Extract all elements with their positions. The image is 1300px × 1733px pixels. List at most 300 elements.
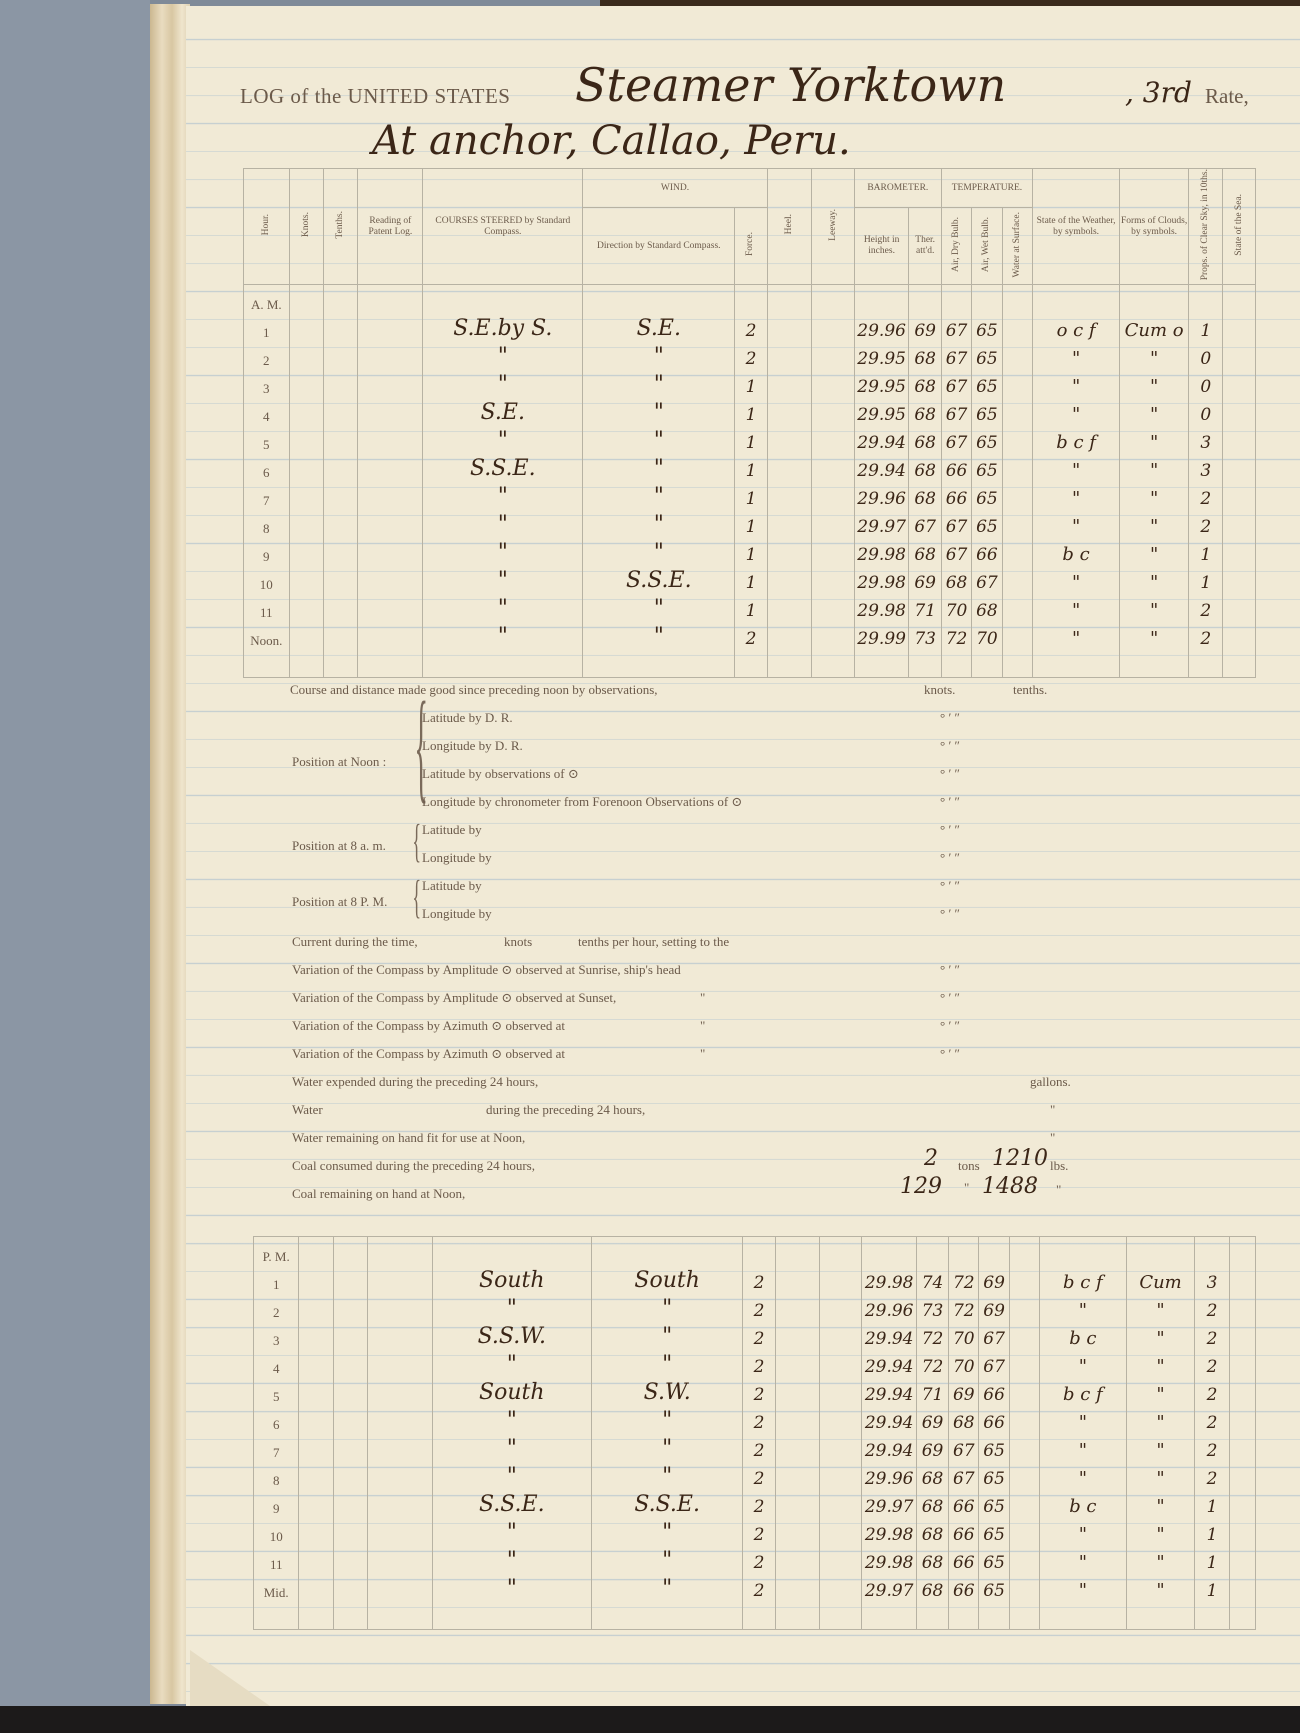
am-course-cell: S.S.E. <box>423 453 583 481</box>
am-clouds-cell: Cum o <box>1120 313 1189 341</box>
pm-force-cell: 2 <box>743 1349 775 1377</box>
pm-dry-bulb-cell: 66 <box>949 1517 979 1545</box>
pm-ther-attd-cell: 73 <box>916 1293 948 1321</box>
pm-wet-bulb-cell: 65 <box>979 1461 1009 1489</box>
pm-barometer-cell: 29.94 <box>862 1377 916 1405</box>
am-clouds-cell: " <box>1120 397 1189 425</box>
pm-ther-attd-cell: 74 <box>916 1265 948 1293</box>
deg-marks-lat-8pm: ° ′ ″ <box>940 878 960 893</box>
am-dry-bulb-cell: 72 <box>941 621 971 649</box>
am-force-cell: 1 <box>735 453 767 481</box>
am-row <box>244 621 1256 649</box>
pm-wet-bulb-cell: 66 <box>979 1377 1009 1405</box>
ditto-sunset: " <box>700 990 706 1005</box>
am-weather-cell: " <box>1033 621 1120 649</box>
pm-hour-cell: Mid. <box>254 1573 299 1601</box>
am-barometer-cell: 29.95 <box>854 397 909 425</box>
am-weather-cell: " <box>1033 453 1120 481</box>
lat-8am-label: Latitude by <box>422 822 482 837</box>
am-force-cell: 1 <box>735 369 767 397</box>
pm-course-cell: South <box>432 1265 591 1293</box>
pm-barometer-cell: 29.98 <box>862 1545 916 1573</box>
am-weather-cell: " <box>1033 509 1120 537</box>
pm-hour-cell: 5 <box>254 1377 299 1405</box>
deg-marks-lon-dr: ° ′ ″ <box>940 738 960 753</box>
position-8am-label: Position at 8 a. m. <box>292 838 386 853</box>
am-ther-attd-cell: 68 <box>909 537 941 565</box>
am-wet-bulb-cell: 65 <box>972 397 1002 425</box>
pm-clouds-cell: " <box>1126 1293 1195 1321</box>
pm-wind-direction-cell: " <box>592 1293 743 1321</box>
am-dry-bulb-cell: 66 <box>941 481 971 509</box>
am-barometer-cell: 29.95 <box>854 369 909 397</box>
lat-obs-label: Latitude by observations of ⊙ <box>422 766 579 781</box>
background-bottom <box>0 1706 1300 1733</box>
am-clouds-cell: " <box>1120 593 1189 621</box>
pm-barometer-cell: 29.96 <box>862 1461 916 1489</box>
am-hour-cell: 7 <box>244 481 290 509</box>
am-wind-direction-cell: " <box>583 369 735 397</box>
am-ther-attd-cell: 68 <box>909 397 941 425</box>
pm-wet-bulb-cell: 67 <box>979 1349 1009 1377</box>
log-title: LOG of the UNITED STATES <box>240 84 511 108</box>
header-heel: Heel. <box>767 169 812 285</box>
pm-clear-sky-cell: 2 <box>1195 1433 1229 1461</box>
pm-weather-cell: " <box>1039 1545 1126 1573</box>
header-height: Height in inches. <box>854 208 909 285</box>
pm-row <box>254 1461 1256 1489</box>
ditto-az2: " <box>700 1046 706 1061</box>
am-wind-direction-cell: " <box>583 509 735 537</box>
am-row <box>244 565 1256 593</box>
am-clear-sky-cell: 2 <box>1189 509 1223 537</box>
am-barometer-cell: 29.99 <box>854 621 909 649</box>
pm-hour-cell: 8 <box>254 1461 299 1489</box>
ditto-water: " <box>1050 1102 1056 1117</box>
am-row <box>244 453 1256 481</box>
deg-marks-var-sunset: ° ′ ″ <box>940 990 960 1005</box>
pm-hour-cell: 3 <box>254 1321 299 1349</box>
am-dry-bulb-cell: 67 <box>941 369 971 397</box>
am-weather-cell: o c f <box>1033 313 1120 341</box>
log-header <box>240 58 1260 120</box>
header-courses: COURSES STEERED by Standard Compass. <box>423 169 583 285</box>
lon-chrono-label: Longitude by chronometer from Forenoon Observations of ⊙ <box>422 794 743 809</box>
am-barometer-cell: 29.96 <box>854 481 909 509</box>
am-weather-cell: " <box>1033 341 1120 369</box>
am-course-cell: S.E.by S. <box>423 313 583 341</box>
pm-row <box>254 1573 1256 1601</box>
pm-dry-bulb-cell: 66 <box>949 1545 979 1573</box>
am-row <box>244 369 1256 397</box>
am-wind-direction-cell: " <box>583 453 735 481</box>
am-wind-direction-cell: S.S.E. <box>583 565 735 593</box>
am-clear-sky-cell: 2 <box>1189 621 1223 649</box>
pm-course-cell: " <box>432 1349 591 1377</box>
pm-row <box>254 1433 1256 1461</box>
coal-consumed-lbs: 1210 <box>992 1146 1048 1171</box>
am-clouds-cell: " <box>1120 425 1189 453</box>
am-wind-direction-cell: " <box>583 593 735 621</box>
pm-dry-bulb-cell: 67 <box>949 1461 979 1489</box>
am-wind-direction-cell: S.E. <box>583 313 735 341</box>
pm-barometer-cell: 29.96 <box>862 1293 916 1321</box>
am-clouds-cell: " <box>1120 565 1189 593</box>
pm-force-cell: 2 <box>743 1433 775 1461</box>
am-clear-sky-cell: 0 <box>1189 397 1223 425</box>
header-water-surface: Water at Surface. <box>1002 208 1032 285</box>
pm-barometer-cell: 29.97 <box>862 1489 916 1517</box>
pm-clear-sky-cell: 1 <box>1195 1573 1229 1601</box>
am-clouds-cell: " <box>1120 453 1189 481</box>
deg-marks-var-az2: ° ′ ″ <box>940 1046 960 1061</box>
am-clouds-cell: " <box>1120 621 1189 649</box>
am-clouds-cell: " <box>1120 369 1189 397</box>
pm-hour-cell: 2 <box>254 1293 299 1321</box>
am-wet-bulb-cell: 65 <box>972 509 1002 537</box>
pm-clear-sky-cell: 1 <box>1195 1545 1229 1573</box>
pm-clouds-cell: " <box>1126 1433 1195 1461</box>
am-wind-direction-cell: " <box>583 425 735 453</box>
header-sea: State of the Sea. <box>1223 169 1256 285</box>
am-ther-attd-cell: 69 <box>909 565 941 593</box>
am-weather-cell: " <box>1033 397 1120 425</box>
pm-ther-attd-cell: 72 <box>916 1321 948 1349</box>
pm-row <box>254 1377 1256 1405</box>
am-course-cell: " <box>423 621 583 649</box>
vessel-name: Steamer Yorktown <box>575 58 1007 112</box>
header-knots: Knots. <box>289 169 323 285</box>
am-ther-attd-cell: 68 <box>909 481 941 509</box>
am-weather-cell: b c f <box>1033 425 1120 453</box>
pm-period-label: P. M. <box>254 1237 299 1266</box>
am-course-cell: " <box>423 593 583 621</box>
page-corner <box>190 1650 270 1706</box>
lat-dr-label: Latitude by D. R. <box>422 710 513 725</box>
pm-log-table <box>253 1236 1256 1630</box>
am-hour-cell: 2 <box>244 341 290 369</box>
pm-clouds-cell: " <box>1126 1461 1195 1489</box>
lon-8pm-label: Longitude by <box>422 906 492 921</box>
pm-dry-bulb-cell: 69 <box>949 1377 979 1405</box>
pm-dry-bulb-cell: 70 <box>949 1321 979 1349</box>
am-dry-bulb-cell: 67 <box>941 397 971 425</box>
am-clear-sky-cell: 3 <box>1189 453 1223 481</box>
am-force-cell: 2 <box>735 341 767 369</box>
pm-force-cell: 2 <box>743 1517 775 1545</box>
pm-course-cell: " <box>432 1461 591 1489</box>
pm-clear-sky-cell: 2 <box>1195 1377 1229 1405</box>
pm-dry-bulb-cell: 72 <box>949 1293 979 1321</box>
pm-ther-attd-cell: 69 <box>916 1405 948 1433</box>
am-dry-bulb-cell: 68 <box>941 565 971 593</box>
pm-wind-direction-cell: South <box>592 1265 743 1293</box>
water-expended-label: Water expended during the preceding 24 hours, <box>292 1074 539 1089</box>
lon-8am-label: Longitude by <box>422 850 492 865</box>
pm-barometer-cell: 29.94 <box>862 1405 916 1433</box>
location: At anchor, Callao, Peru. <box>372 118 851 164</box>
pm-wind-direction-cell: " <box>592 1545 743 1573</box>
pm-weather-cell: " <box>1039 1293 1126 1321</box>
am-clouds-cell: " <box>1120 537 1189 565</box>
am-hour-cell: Noon. <box>244 621 290 649</box>
am-barometer-cell: 29.94 <box>854 453 909 481</box>
am-wind-direction-cell: " <box>583 341 735 369</box>
am-clear-sky-cell: 2 <box>1189 481 1223 509</box>
pm-wind-direction-cell: " <box>592 1433 743 1461</box>
header-wind: WIND. <box>583 169 767 208</box>
pm-course-cell: " <box>432 1405 591 1433</box>
pm-dry-bulb-cell: 66 <box>949 1489 979 1517</box>
am-barometer-cell: 29.98 <box>854 593 909 621</box>
am-wet-bulb-cell: 65 <box>972 313 1002 341</box>
coal-consumed-label: Coal consumed during the preceding 24 hours, <box>292 1158 535 1173</box>
header-wind-direction: Direction by Standard Compass. <box>583 208 735 285</box>
lat-8pm-label: Latitude by <box>422 878 482 893</box>
pm-course-cell: " <box>432 1545 591 1573</box>
am-period-label: A. M. <box>244 285 290 314</box>
water-label: Water <box>292 1102 323 1117</box>
pm-wind-direction-cell: " <box>592 1517 743 1545</box>
pm-row <box>254 1545 1256 1573</box>
pm-wet-bulb-cell: 66 <box>979 1405 1009 1433</box>
header-tenths: Tenths. <box>324 169 358 285</box>
am-wind-direction-cell: " <box>583 481 735 509</box>
am-clear-sky-cell: 3 <box>1189 425 1223 453</box>
pm-wet-bulb-cell: 67 <box>979 1321 1009 1349</box>
pm-wind-direction-cell: " <box>592 1405 743 1433</box>
pm-ther-attd-cell: 68 <box>916 1573 948 1601</box>
pm-barometer-cell: 29.98 <box>862 1265 916 1293</box>
am-wet-bulb-cell: 65 <box>972 341 1002 369</box>
am-row <box>244 425 1256 453</box>
am-log-table <box>243 168 1256 678</box>
pm-ther-attd-cell: 68 <box>916 1545 948 1573</box>
deg-marks-lat-dr: ° ′ ″ <box>940 710 960 725</box>
pm-wet-bulb-cell: 65 <box>979 1489 1009 1517</box>
tenths-label: tenths. <box>1013 682 1048 697</box>
pm-ther-attd-cell: 68 <box>916 1461 948 1489</box>
pm-weather-cell: b c <box>1039 1489 1126 1517</box>
tons-label: tons <box>958 1158 980 1173</box>
am-weather-cell: " <box>1033 593 1120 621</box>
am-hour-cell: 6 <box>244 453 290 481</box>
pm-row <box>254 1265 1256 1293</box>
am-clear-sky-cell: 1 <box>1189 537 1223 565</box>
pm-wind-direction-cell: S.W. <box>592 1377 743 1405</box>
am-barometer-cell: 29.97 <box>854 509 909 537</box>
am-course-cell: " <box>423 425 583 453</box>
am-clear-sky-cell: 0 <box>1189 341 1223 369</box>
coal-remaining-label: Coal remaining on hand at Noon, <box>292 1186 466 1201</box>
pm-hour-cell: 1 <box>254 1265 299 1293</box>
header-patent-log: Reading of Patent Log. <box>358 169 423 285</box>
pm-clouds-cell: " <box>1126 1349 1195 1377</box>
am-wet-bulb-cell: 66 <box>972 537 1002 565</box>
page-edges <box>150 4 190 1704</box>
am-force-cell: 2 <box>735 313 767 341</box>
pm-row <box>254 1293 1256 1321</box>
pm-course-cell: S.S.W. <box>432 1321 591 1349</box>
pm-hour-cell: 9 <box>254 1489 299 1517</box>
pm-hour-cell: 11 <box>254 1545 299 1573</box>
water-remaining-label: Water remaining on hand fit for use at Noon, <box>292 1130 526 1145</box>
am-wet-bulb-cell: 67 <box>972 565 1002 593</box>
am-ther-attd-cell: 68 <box>909 425 941 453</box>
pm-clouds-cell: " <box>1126 1321 1195 1349</box>
pm-clouds-cell: " <box>1126 1545 1195 1573</box>
am-row <box>244 397 1256 425</box>
am-force-cell: 1 <box>735 509 767 537</box>
am-dry-bulb-cell: 67 <box>941 509 971 537</box>
pm-clouds-cell: Cum <box>1126 1265 1195 1293</box>
pm-hour-cell: 7 <box>254 1433 299 1461</box>
pm-clear-sky-cell: 2 <box>1195 1405 1229 1433</box>
brace-noon: { <box>414 678 428 815</box>
current-knots-label: knots <box>504 934 533 949</box>
am-row <box>244 341 1256 369</box>
pm-wind-direction-cell: " <box>592 1349 743 1377</box>
am-dry-bulb-cell: 66 <box>941 453 971 481</box>
am-force-cell: 2 <box>735 621 767 649</box>
pm-barometer-cell: 29.94 <box>862 1349 916 1377</box>
header-clear-sky: Props. of Clear Sky, in 10ths. <box>1189 169 1223 285</box>
am-wind-direction-cell: " <box>583 621 735 649</box>
pm-weather-cell: b c f <box>1039 1265 1126 1293</box>
pm-force-cell: 2 <box>743 1573 775 1601</box>
header-ther: Ther. att'd. <box>909 208 941 285</box>
header-wet-bulb: Air, Wet Bulb. <box>972 208 1002 285</box>
course-distance-label: Course and distance made good since preceding noon by observations, <box>290 682 658 697</box>
pm-clear-sky-cell: 2 <box>1195 1349 1229 1377</box>
am-ther-attd-cell: 67 <box>909 509 941 537</box>
pm-wind-direction-cell: S.S.E. <box>592 1489 743 1517</box>
coal-remaining-lbs: 1488 <box>982 1174 1038 1199</box>
am-ther-attd-cell: 68 <box>909 341 941 369</box>
header-leeway: Leeway. <box>812 169 855 285</box>
header-temperature: TEMPERATURE. <box>941 169 1032 208</box>
am-barometer-cell: 29.94 <box>854 425 909 453</box>
am-course-cell: " <box>423 537 583 565</box>
am-row <box>244 481 1256 509</box>
pm-wet-bulb-cell: 65 <box>979 1545 1009 1573</box>
var-sunset-label: Variation of the Compass by Amplitude ⊙ observed at Sunset, <box>292 990 617 1005</box>
am-hour-cell: 4 <box>244 397 290 425</box>
pm-dry-bulb-cell: 67 <box>949 1433 979 1461</box>
pm-hour-cell: 6 <box>254 1405 299 1433</box>
am-clouds-cell: " <box>1120 341 1189 369</box>
am-course-cell: " <box>423 565 583 593</box>
deg-marks-lon-chrono: ° ′ ″ <box>940 794 960 809</box>
pm-hour-cell: 4 <box>254 1349 299 1377</box>
am-ther-attd-cell: 71 <box>909 593 941 621</box>
position-noon-label: Position at Noon : <box>292 754 387 769</box>
pm-row <box>254 1321 1256 1349</box>
pm-weather-cell: b c <box>1039 1321 1126 1349</box>
pm-wet-bulb-cell: 65 <box>979 1517 1009 1545</box>
am-weather-cell: " <box>1033 565 1120 593</box>
pm-weather-cell: " <box>1039 1433 1126 1461</box>
lbs-label: lbs. <box>1050 1158 1069 1173</box>
pm-ther-attd-cell: 68 <box>916 1517 948 1545</box>
am-row <box>244 537 1256 565</box>
am-course-cell: S.E. <box>423 397 583 425</box>
am-clouds-cell: " <box>1120 481 1189 509</box>
am-hour-cell: 1 <box>244 313 290 341</box>
ditto-lbs: " <box>1056 1182 1062 1197</box>
gallons-label: gallons. <box>1030 1074 1071 1089</box>
pm-ther-attd-cell: 71 <box>916 1377 948 1405</box>
am-clear-sky-cell: 1 <box>1189 565 1223 593</box>
am-force-cell: 1 <box>735 593 767 621</box>
pm-barometer-cell: 29.94 <box>862 1433 916 1461</box>
pm-course-cell: S.S.E. <box>432 1489 591 1517</box>
am-force-cell: 1 <box>735 481 767 509</box>
am-barometer-cell: 29.96 <box>854 313 909 341</box>
am-wet-bulb-cell: 65 <box>972 481 1002 509</box>
am-row <box>244 593 1256 621</box>
deg-marks-lon-8am: ° ′ ″ <box>940 850 960 865</box>
ditto-tons: " <box>964 1180 970 1195</box>
pm-row <box>254 1349 1256 1377</box>
pm-wet-bulb-cell: 65 <box>979 1433 1009 1461</box>
pm-force-cell: 2 <box>743 1265 775 1293</box>
pm-force-cell: 2 <box>743 1461 775 1489</box>
pm-dry-bulb-cell: 68 <box>949 1405 979 1433</box>
am-hour-cell: 10 <box>244 565 290 593</box>
rate-value: , 3rd <box>1125 76 1192 109</box>
pm-row <box>254 1405 1256 1433</box>
current-rest-label: tenths per hour, setting to the <box>578 934 730 949</box>
background-left <box>0 0 150 1733</box>
pm-weather-cell: b c f <box>1039 1377 1126 1405</box>
am-dry-bulb-cell: 67 <box>941 537 971 565</box>
deg-marks-lat-8am: ° ′ ″ <box>940 822 960 837</box>
am-ther-attd-cell: 68 <box>909 369 941 397</box>
am-wind-direction-cell: " <box>583 397 735 425</box>
am-hour-cell: 11 <box>244 593 290 621</box>
am-dry-bulb-cell: 70 <box>941 593 971 621</box>
am-ther-attd-cell: 73 <box>909 621 941 649</box>
pm-clear-sky-cell: 1 <box>1195 1517 1229 1545</box>
am-course-cell: " <box>423 509 583 537</box>
am-weather-cell: " <box>1033 369 1120 397</box>
am-wind-direction-cell: " <box>583 537 735 565</box>
am-clear-sky-cell: 2 <box>1189 593 1223 621</box>
am-dry-bulb-cell: 67 <box>941 313 971 341</box>
knots-label: knots. <box>924 682 956 697</box>
am-hour-cell: 5 <box>244 425 290 453</box>
am-wet-bulb-cell: 65 <box>972 453 1002 481</box>
am-course-cell: " <box>423 481 583 509</box>
pm-barometer-cell: 29.98 <box>862 1517 916 1545</box>
deg-marks-lat-obs: ° ′ ″ <box>940 766 960 781</box>
am-ther-attd-cell: 69 <box>909 313 941 341</box>
am-row <box>244 313 1256 341</box>
ditto-water-remaining: " <box>1050 1130 1056 1145</box>
pm-force-cell: 2 <box>743 1293 775 1321</box>
var-azimuth-2-label: Variation of the Compass by Azimuth ⊙ observed at <box>292 1046 566 1061</box>
pm-wind-direction-cell: " <box>592 1573 743 1601</box>
pm-course-cell: " <box>432 1433 591 1461</box>
water-during-label: during the preceding 24 hours, <box>486 1102 646 1117</box>
pm-weather-cell: " <box>1039 1405 1126 1433</box>
pm-clouds-cell: " <box>1126 1517 1195 1545</box>
pm-force-cell: 2 <box>743 1377 775 1405</box>
var-sunrise-label: Variation of the Compass by Amplitude ⊙ observed at Sunrise, ship's head <box>292 962 681 977</box>
header-force: Force. <box>735 208 767 285</box>
brace-8am: { <box>412 815 421 867</box>
